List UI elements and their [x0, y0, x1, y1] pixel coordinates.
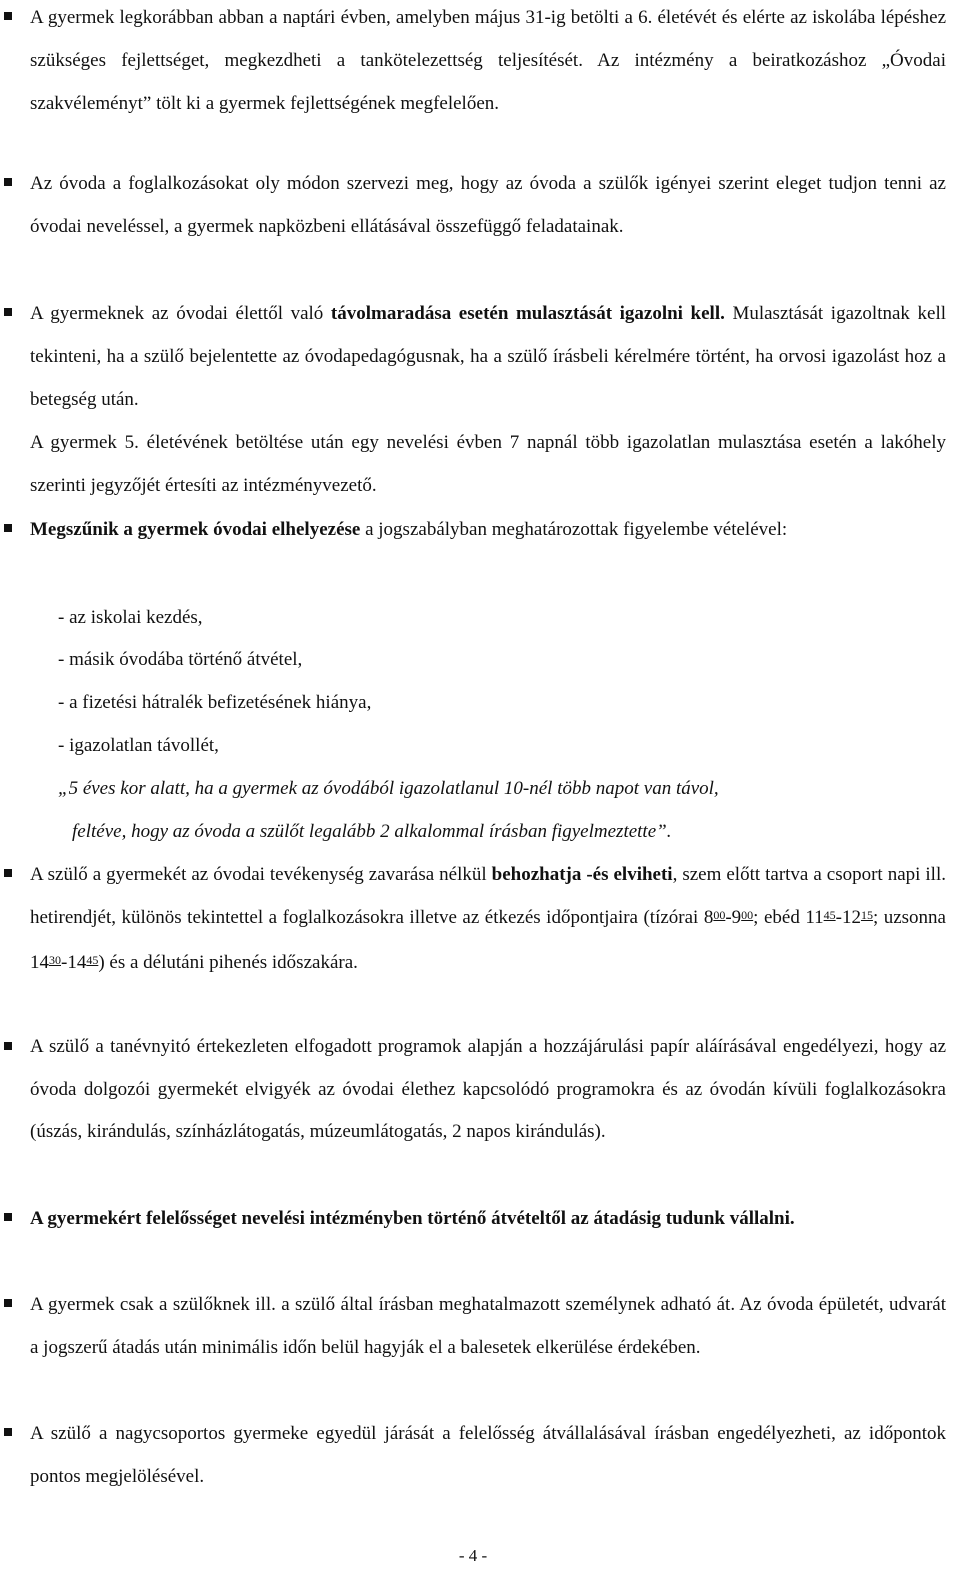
paragraph-handover [30, 1283, 946, 1369]
emphasis-termination: Megszűnik a gyermek óvodai elhelyezése [30, 519, 361, 540]
paragraph-text: Az óvoda a foglalkozásokat oly módon szervezi meg, hogy az óvoda a szülők igényei szerint eleget tudjon tenni az óvodai neveléssel, a gyermek napközbeni ellátásával összefüggő feladatainak. [30, 173, 946, 238]
paragraph-absence [30, 292, 946, 422]
paragraph-text: -14 [61, 952, 87, 974]
paragraph-text: ; ebéd 11 [753, 907, 824, 929]
paragraph-text: ) és a délutáni pihenés időszakára. [98, 952, 358, 974]
emphasis-absence: távolmaradása esetén mulasztását igazolni kell. [330, 303, 725, 324]
page-number: - 4 - [458, 1546, 488, 1565]
paragraph-text: -12 [835, 907, 861, 929]
paragraph-text: A gyermek csak a szülőknek ill. a szülő által írásban meghatalmazott személynek adható át. Az óvoda épületét, udvarát a jogszerű átadás után minimális időn belül hagyják el a balesetek elkerülése érdekében. [30, 1294, 946, 1359]
quote-line: feltéve, hogy az óvoda a szülőt legalább 2 alkalommal írásban figyelmeztette”. [72, 821, 672, 842]
paragraph-text: a jogszabályban meghatározottak figyelembe vételével: [360, 519, 788, 540]
paragraph-placement-termination [30, 508, 946, 551]
time-superscript: 45 [86, 953, 99, 968]
list-item: - a fizetési hátralék befizetésének hiánya, [58, 692, 372, 713]
paragraph-drop-off-pickup [30, 853, 946, 987]
paragraph-text: A szülő a nagycsoportos gyermeke egyedül járását a felelősség átvállalásával írásban engedélyezheti, az időpontok pontos megjelölésével. [30, 1423, 946, 1488]
paragraph-text: -9 [725, 907, 742, 929]
paragraph-responsibility [30, 1197, 946, 1240]
paragraph-text: A gyermek legkorábban abban a naptári évben, amelyben május 31-ig betölti a 6. életévét és elérte az iskolába lépéshez szükséges fejlettséget, megkezdheti a tankötelezettség teljesítését. Az intézmény a beiratkozáshoz „Óvodai szakvéleményt” tölt ki a gyermek fejlettségének megfelelően. [30, 7, 946, 115]
time-superscript: 00 [713, 908, 726, 923]
paragraph-text: Mulasztását igazoltnak kell tekinteni, ha a szülő bejelentette az óvodapedagógusnak, ha a szülő írásbeli kérelmére történt, ha orvosi igazolást hoz a betegség után. [30, 303, 947, 411]
paragraph-program-consent [30, 1026, 946, 1154]
time-superscript: 15 [860, 908, 873, 923]
quote-unexcused-rule [58, 767, 946, 810]
emphasis-drop-off: behozhatja -és elviheti [491, 864, 673, 885]
paragraph-independent-walking [30, 1412, 946, 1498]
time-superscript: 30 [49, 953, 61, 968]
list-item: - másik óvodába történő átvétel, [58, 649, 303, 670]
paragraph-kindergarten-organization [30, 162, 946, 248]
paragraph-school-readiness [30, 0, 946, 126]
list-item: - igazolatlan távollét, [58, 735, 219, 756]
paragraph-text: A gyermek 5. életévének betöltése után egy nevelési évben 7 napnál több igazolatlan mulasztása esetén a lakóhely szerinti jegyzőjét értesíti az intézményvezető. [30, 432, 946, 497]
time-superscript: 45 [823, 908, 836, 923]
list-item: - az iskolai kezdés, [58, 607, 203, 628]
paragraph-text: A gyermeknek az óvodai élettől való [30, 303, 331, 324]
paragraph-unexcused-absence [30, 421, 946, 507]
paragraph-text: A szülő a gyermekét az óvodai tevékenység zavarása nélkül [30, 864, 492, 885]
emphasis-responsibility: A gyermekért felelősséget nevelési intézményben történő átvételtől az átadásig tudunk vállalni. [30, 1208, 795, 1229]
time-superscript: 00 [741, 908, 754, 923]
paragraph-text: A szülő a tanévnyitó értekezleten elfogadott programok alapján a hozzájárulási papír aláírásával engedélyezi, hogy az óvoda dolgozói gyermekét elvigyék az óvodai élethez kapcsolódó programokra és az óvodán kívüli foglalkozásokra (úszás, kirándulás, színházlátogatás, múzeumlátogatás, 2 napos kirándulás). [30, 1036, 946, 1142]
quote-warning-rule [58, 810, 946, 853]
paragraph-text: ; uzsonna 14 [30, 907, 946, 974]
paragraph-text: , szem előtt tartva a csoport napi ill. hetirendjét, különös tekintettel a foglalkozásokra illetve az étkezés időpontjaira (tízórai 8 [30, 864, 946, 929]
quote-line: „5 éves kor alatt, ha a gyermek az óvodából igazolatlanul 10-nél több napot van távol, [58, 778, 719, 799]
